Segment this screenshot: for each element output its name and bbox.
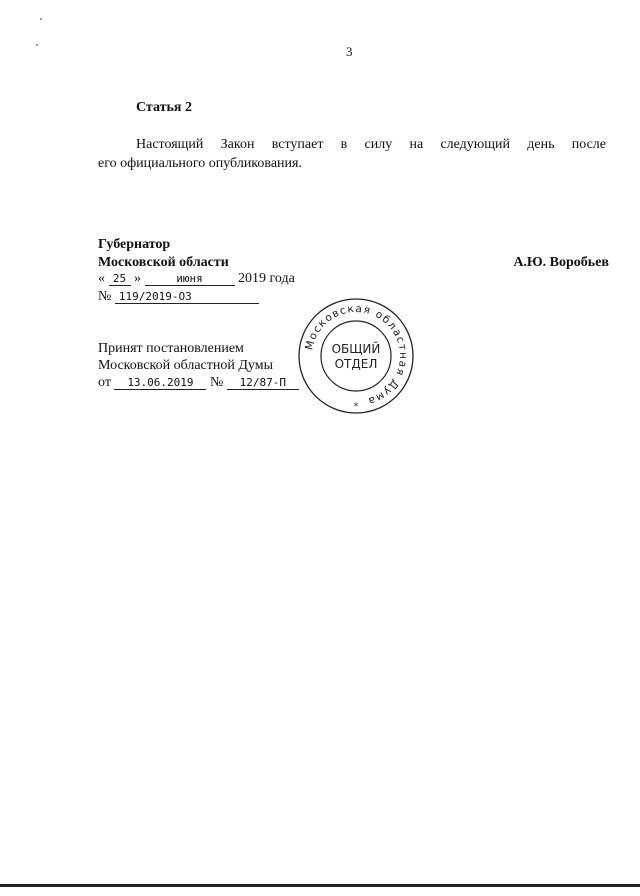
date-month: июня (145, 273, 235, 286)
signer-title-line1: Губернатор (98, 237, 171, 252)
stamp-outer-ring (299, 299, 413, 413)
signature-date-line (98, 271, 295, 287)
stamp-center-line2: ОТДЕЛ (334, 357, 378, 371)
page-number: 3 (346, 44, 353, 59)
official-stamp (296, 296, 416, 416)
scan-bottom-edge (0, 884, 640, 887)
law-number-value: 119/2019-ОЗ (115, 291, 259, 304)
scan-speck (36, 44, 38, 46)
law-number-prefix: № (98, 289, 112, 304)
scan-speck (40, 18, 42, 20)
date-day: 25 (109, 273, 131, 286)
adoption-date-line (98, 375, 299, 391)
stamp-ring-text: Московская областная Дума (303, 302, 410, 408)
article-paragraph-line1: Настоящий Закон вступает в силу на следующий день после (136, 137, 606, 152)
article-paragraph-line2: его официального опубликования. (98, 156, 302, 171)
date-open-quote: « (98, 271, 105, 286)
stamp-center-line1: ОБЩИЙ (331, 342, 381, 356)
adoption-from-prefix: от (98, 375, 111, 390)
adoption-number: 12/87-П (227, 377, 299, 390)
date-close-quote: » (134, 271, 141, 286)
adoption-line1: Принят постановлением (98, 341, 244, 356)
date-year-suffix: 2019 года (238, 271, 295, 286)
adoption-line2: Московской областной Думы (98, 358, 273, 373)
article-heading: Статья 2 (136, 100, 192, 115)
signer-title-line2: Московской области (98, 255, 229, 270)
law-number-line (98, 289, 259, 305)
stamp-bottom-mark: * (353, 402, 359, 412)
adoption-date: 13.06.2019 (114, 377, 206, 390)
stamp-inner-ring (321, 321, 391, 391)
signer-name: А.Ю. Воробьев (513, 255, 609, 270)
adoption-number-prefix: № (209, 375, 224, 390)
